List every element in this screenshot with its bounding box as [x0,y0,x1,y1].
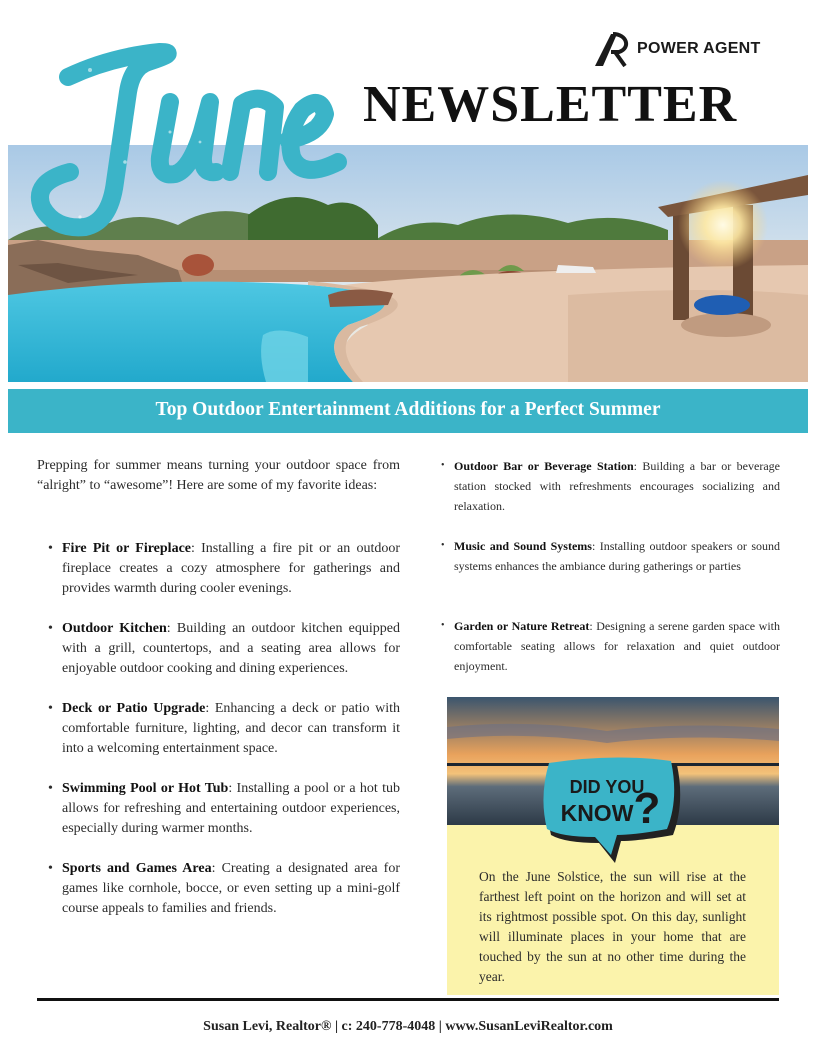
list-item: • Swimming Pool or Hot Tub: Installing a pool or a hot tub allows for refreshing and entertaining outdoor experiences, especially during warmer months. [48,781,401,836]
logo-text: POWER AGENT [637,40,761,57]
list-item: • Outdoor Kitchen: Building an outdoor kitchen equipped with a grill, countertops, and a seating area allows for enjoyable outdoor cooking and dining experiences. [48,621,401,676]
bullet: • [441,620,445,631]
bullet: • [441,460,445,471]
list-item: • Outdoor Bar or Beverage Station: Building a bar or beverage station stocked with refreshments encourages socializing and relaxation. [441,456,780,516]
did-you-know-text: On the June Solstice, the sun will rise at the farthest left point on the horizon and will set at its rightmost possible spot. On this day, sunlight will illuminate places in your home that are touched by the sun at no other time during the year. [479,869,746,984]
bullet: • [48,541,53,556]
article-banner: Top Outdoor Entertainment Additions for a Perfect Summer [8,389,808,433]
list-item: • Sports and Games Area: Creating a designated area for games like cornhole, bocce, or even setting up a mini-golf course appeals to families and friends. [48,861,401,916]
bullet: • [441,540,445,551]
list-item: • Deck or Patio Upgrade: Enhancing a deck or patio with comfortable furniture, lighting, and decor can transform it into a welcoming entertainment space. [48,701,401,756]
power-agent-logo [591,28,781,72]
did-you-know-badge [539,755,689,867]
bullet: • [48,781,53,796]
footer-contact: Susan Levi, Realtor® | c: 240-778-4048 | www.SusanLeviRealtor.com [203,1019,613,1034]
badge-line-2: KNOW [560,800,634,826]
power-agent-icon [591,28,635,72]
list-item: • Music and Sound Systems: Installing outdoor speakers or sound systems enhances the ambiance during gatherings or parties [441,536,780,576]
newsletter-title: NEWSLETTER [363,76,738,133]
june-lettering [20,22,380,262]
footer-divider [37,998,779,1001]
list-item: • Garden or Nature Retreat: Designing a serene garden space with comfortable seating allows for relaxation and quiet outdoor enjoyment. [441,616,780,676]
bullet: • [48,701,53,716]
intro-paragraph: Prepping for summer means turning your outdoor space from “alright” to “awesome”! Here are some of my favorite ideas: [37,458,400,493]
bullet: • [48,621,53,636]
badge-line-1: DID YOU [569,777,645,797]
june-script-title [20,22,380,262]
bullet: • [48,861,53,876]
badge-question-mark: ? [633,784,661,833]
list-item: • Fire Pit or Fireplace: Installing a fire pit or an outdoor fireplace creates a cozy atmosphere for gatherings and provides warmth during cooler evenings. [48,541,400,596]
did-you-know-callout [447,697,779,995]
